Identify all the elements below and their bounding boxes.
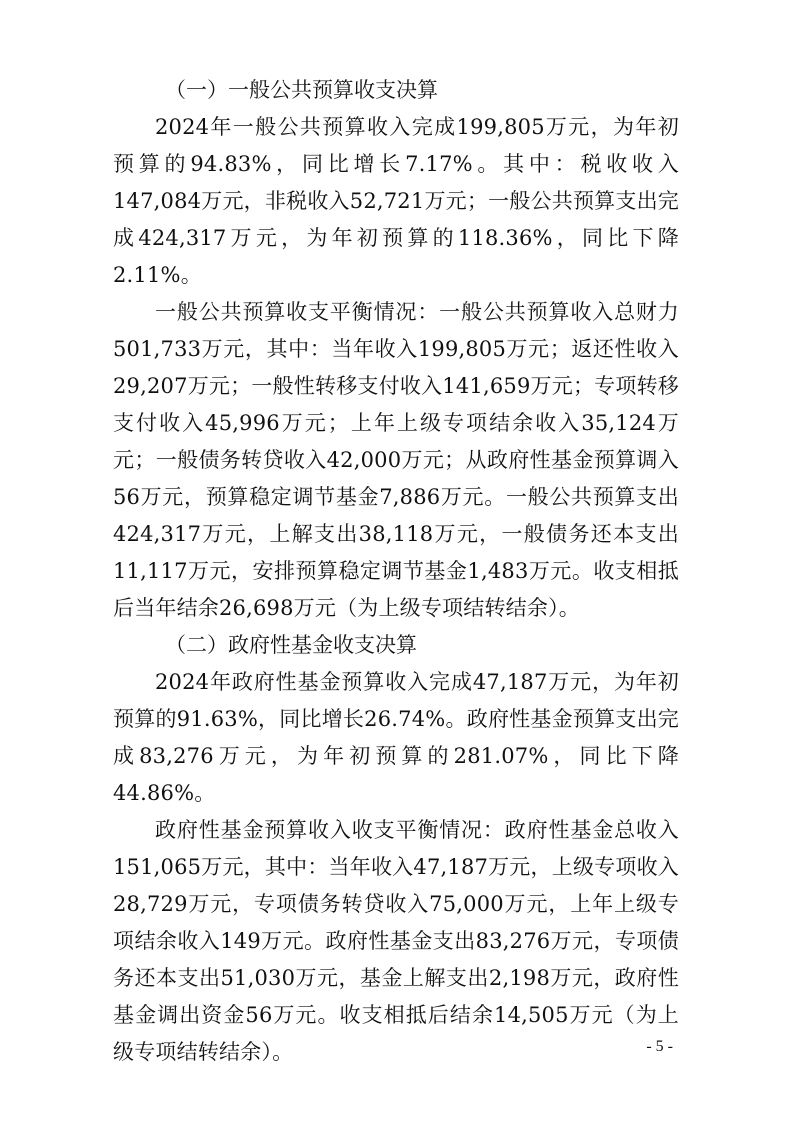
document-body bbox=[113, 72, 679, 1071]
section-heading-general-budget: （一）一般公共预算收支决算 bbox=[165, 78, 438, 102]
section-heading-government-fund: （二）政府性基金收支决算 bbox=[165, 633, 417, 657]
paragraph-general-budget-balance: 一般公共预算收支平衡情况：一般公共预算收入总财力501,733万元，其中：当年收入199,805万元；返还性收入29,207万元；一般性转移支付收入141,659万元；专项转移支付收入45,996万元；上年上级专项结余收入35,124万元；一般债务转贷收入42,000万元；从政府性基金预算调入56万元，预算稳定调节基金7,886万元。一般公共预算支出424,317万元，上解支出38,118万元，一般债务还本支出11,117万元，安排预算稳定调节基金1,483万元。收支相抵后当年结余26,698万元（为上级专项结转结余）。 bbox=[113, 300, 679, 620]
paragraph-government-fund-balance: 政府性基金预算收入收支平衡情况：政府性基金总收入151,065万元，其中：当年收入47,187万元，上级专项收入28,729万元，专项债务转贷收入75,000万元，上年上级专项结余收入149万元。政府性基金支出83,276万元，专项债务还本支出51,030万元，基金上解支出2,198万元，政府性基金调出资金56万元。收支相抵后结余14,505万元（为上级专项结转结余）。 bbox=[113, 818, 679, 1064]
paragraph-government-fund-summary: 2024年政府性基金预算收入完成47,187万元，为年初预算的91.63%，同比增长26.74%。政府性基金预算支出完成83,276万元，为年初预算的281.07%，同比下降44.86%。 bbox=[113, 670, 679, 805]
paragraph-general-budget-summary: 2024年一般公共预算收入完成199,805万元，为年初预算的94.83%，同比增长7.17%。其中：税收收入147,084万元，非税收入52,721万元；一般公共预算支出完成424,317万元，为年初预算的118.36%，同比下降2.11%。 bbox=[113, 115, 679, 287]
page-number: - 5 - bbox=[646, 1038, 673, 1055]
